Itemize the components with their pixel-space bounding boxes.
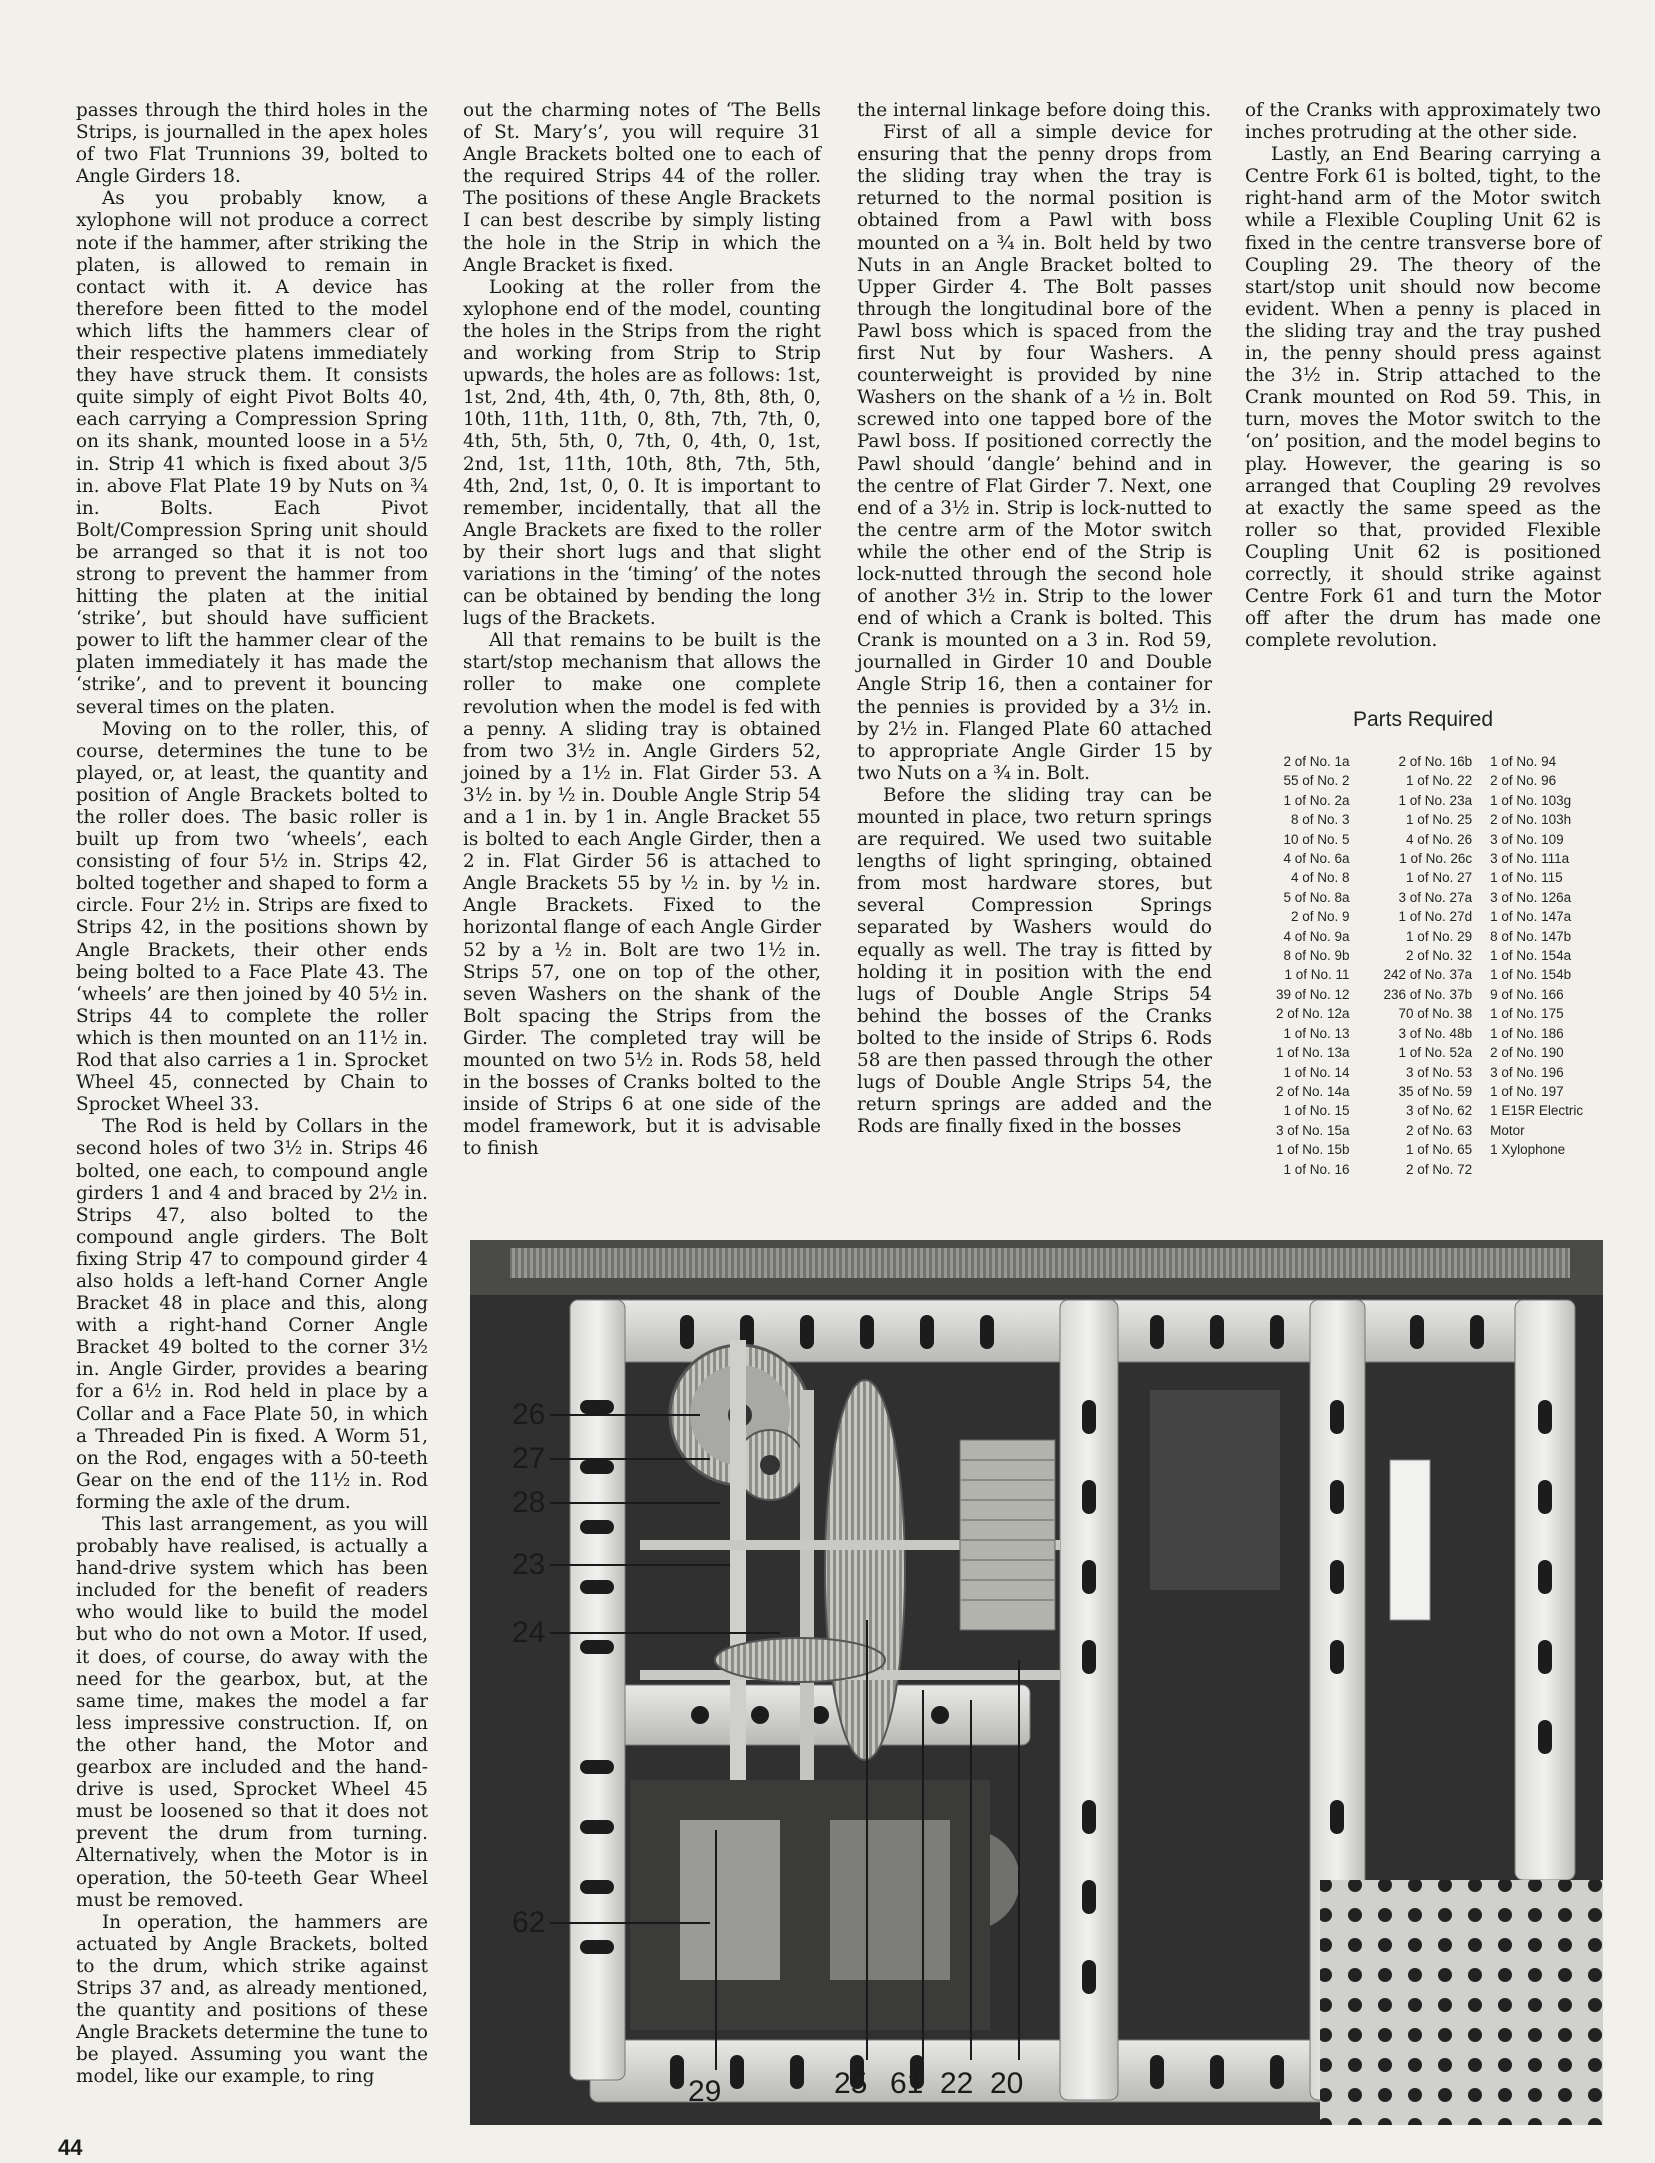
page-number: 44	[58, 2135, 83, 2160]
part-entry: 9 of No. 166	[1490, 986, 1564, 1002]
part-entry: 1 of No. 197	[1490, 1083, 1564, 1099]
callout-24: 24	[512, 1616, 546, 1649]
part-entry: 2 of No. 1a	[1283, 754, 1350, 769]
part-entry: 1 of No. 115	[1490, 870, 1563, 886]
part-entry: 3 of No. 126a	[1490, 889, 1572, 905]
part-entry: 1 of No. 154a	[1490, 948, 1572, 964]
callout-62: 62	[512, 1906, 546, 1939]
part-entry: 1 of No. 22	[1406, 773, 1473, 789]
callout-29-leader	[715, 1830, 717, 2070]
part-entry: 1 of No. 16	[1283, 1161, 1350, 1177]
part-entry: 2 of No. 72	[1406, 1161, 1473, 1177]
col1-paragraph: passes through the third holes in the Strips, is journalled in the apex holes of two Flat Trunnions 39, bolted to Angle Girders 18.	[76, 100, 428, 188]
callout-28-leader	[550, 1502, 720, 1504]
part-entry: 3 of No. 196	[1490, 1064, 1564, 1080]
part-entry: 8 of No. 9b	[1283, 948, 1350, 964]
part-entry: 1 of No. 14	[1283, 1064, 1350, 1080]
part-entry: 3 of No. 27a	[1398, 889, 1473, 905]
callout-22: 22	[940, 2067, 974, 2100]
part-entry: 4 of No. 26	[1406, 831, 1473, 847]
part-entry: 1 of No. 23a	[1398, 792, 1473, 808]
part-entry: 1 of No. 94	[1490, 754, 1557, 769]
callout-27-leader	[550, 1458, 710, 1460]
part-entry: 3 of No. 109	[1490, 831, 1564, 847]
part-entry: 1 of No. 25	[1406, 812, 1473, 828]
part-entry: 1 of No. 15	[1283, 1103, 1350, 1119]
col1-paragraph: The Rod is held by Collars in the second holes of two 3½ in. Strips 46 bolted, one each, to compound angle girders 1 and 4 and braced by 2½ in. Strips 47, also bolted to the compound angle girders. The Bolt fixing Strip 47 to compound girder 4 also holds a left-hand Corner Angle Bracket 48 in place and this, along with a right-hand Corner Angle Bracket 49 bolted to the corner 3½ in. Angle Girder, provides a bearing for a 6½ in. Rod held in place by a Collar and a Face Plate 50, in which a Threaded Pin is fixed. A Worm 51, on the Rod, engages with a 50-teeth Gear on the end of the 11½ in. Rod forming the axle of the drum.	[76, 1116, 428, 1513]
part-entry: 1 of No. 27	[1406, 870, 1473, 886]
col1-paragraph: In operation, the hammers are actuated by Angle Brackets, bolted to the drum, which strike against Strips 37 and, as already mentioned, the quantity and positions of these Angle Brackets determine the tune to be played. Assuming you want the model, like our example, to ring	[76, 1911, 428, 2088]
col1-paragraph: As you probably know, a xylophone will not produce a correct note if the hammer, after striking the platen, is allowed to remain in contact with it. A device has therefore been fitted to the model which lifts the hammers clear of their respective platens immediately they have struck them. It consists quite simply of eight Pivot Bolts 40, each carrying a Compression Spring on its shank, mounted loose in a 5½ in. Strip 41 which is fixed about 3/5 in. above Flat Plate 19 by Nuts on ¾ in. Bolts. Each Pivot Bolt/Compression Spring unit should be arranged so that it is not too strong to prevent the hammer from hitting the platen at the initial ‘strike’, but should have sufficient power to lift the hammer clear of the platen immediately it has made the ‘strike’, and to prevent it bouncing several times on the platen.	[76, 188, 428, 718]
callout-62-leader	[550, 1922, 710, 1924]
part-entry: 8 of No. 147b	[1490, 928, 1572, 944]
callout-26-leader	[550, 1414, 700, 1416]
part-entry: 242 of No. 37a	[1383, 967, 1473, 983]
part-entry: 1 of No. 175	[1490, 1006, 1564, 1022]
part-entry: 3 of No. 111a	[1490, 851, 1570, 867]
mechanism-photograph	[470, 1240, 1603, 2125]
parts-required-title: Parts Required	[1352, 708, 1494, 731]
parts-column-b	[1364, 752, 1483, 1179]
callout-23-leader	[550, 1564, 730, 1566]
part-entry: 2 of No. 190	[1490, 1045, 1564, 1061]
part-entry: 4 of No. 8	[1291, 870, 1350, 886]
part-entry: 55 of No. 2	[1283, 773, 1350, 789]
part-entry: 1 of No. 13	[1283, 1025, 1350, 1041]
part-entry: 1 of No. 2a	[1283, 792, 1350, 808]
callout-27: 27	[512, 1442, 546, 1475]
part-entry: 1 of No. 15b	[1275, 1142, 1350, 1158]
col4-paragraph: Lastly, an End Bearing carrying a Centre Fork 61 is bolted, tight, to the right-hand arm of the Motor switch while a Flexible Coupling Unit 62 is fixed in the centre transverse bore of Coupling 29. The theory of the start/stop unit should now become evident. When a penny is placed in the sliding tray and the tray pushed in, the penny should press against the 3½ in. Strip attached to the Crank mounted on Rod 59. This, in turn, moves the Motor switch to the ‘on’ position, and the model begins to play. However, the gearing is so arranged that Coupling 29 revolves at exactly the same speed as the roller so that, provided Flexible Coupling Unit 62 is positioned correctly, it should strike against Centre Fork 61 and turn the Motor off after the drum has made one complete revolution.	[1245, 144, 1601, 652]
part-entry: 5 of No. 8a	[1283, 889, 1350, 905]
parts-column-c	[1482, 752, 1601, 1179]
part-entry: 1 of No. 65	[1406, 1142, 1473, 1158]
part-entry: 1 E15R Electric	[1490, 1103, 1584, 1119]
col3-paragraph: First of all a simple device for ensuring that the penny drops from the sliding tray when the tray is returned to the normal position is obtained from a Pawl with boss mounted on a ¾ in. Bolt held by two Nuts in an Angle Bracket bolted to Upper Girder 4. The Bolt passes through the longitudinal bore of the Pawl boss which is spaced from the first Nut by four Washers. A counterweight is provided by nine Washers on the shank of a ½ in. Bolt screwed into one tapped bore of the Pawl boss. If positioned correctly the Pawl should ‘dangle’ behind and in the centre of Flat Girder 7. Next, one end of a 3½ in. Strip is lock-nutted to the centre arm of the Motor switch while the other end of the Strip is lock-nutted through the second hole of another 3½ in. Strip to the lower end of which a Crank is bolted. This Crank is mounted on a 3 in. Rod 59, journalled in Girder 10 and Double Angle Strip 16, then a container for the pennies is provided by a 3½ in. by 2½ in. Flanged Plate 60 attached to appropriate Angle Girder 15 by two Nuts on a ¾ in. Bolt.	[857, 122, 1212, 784]
callout-61: 61	[890, 2067, 924, 2100]
text-column-3	[857, 100, 1212, 1138]
part-entry: 4 of No. 6a	[1283, 851, 1350, 867]
col4-paragraph: of the Cranks with approximately two inches protruding at the other side.	[1245, 100, 1601, 144]
part-entry: 2 of No. 96	[1490, 773, 1557, 789]
callout-22-leader	[970, 1700, 972, 2060]
part-entry: 2 of No. 32	[1406, 948, 1473, 964]
col2-paragraph: All that remains to be built is the start/stop mechanism that allows the roller to make one complete revolution when the model is fed with a penny. A sliding tray is obtained from two 3½ in. Angle Girders 52, joined by a 1½ in. Flat Girder 53. A 3½ in. by ½ in. Double Angle Strip 54 and a 1 in. by 1 in. Angle Bracket 55 is bolted to each Angle Girder, then a 2 in. Flat Girder 56 is attached to Angle Brackets 55 by ½ in. by ½ in. Angle Brackets. Fixed to the horizontal flange of each Angle Girder 52 by a ½ in. Bolt are two 1½ in. Strips 57, one on top of the other, seven Washers on the shank of the Bolt spacing the Strips from the Girder. The completed tray will be mounted on two 5½ in. Rods 58, held in the bosses of Cranks bolted to the inside of Strips 6 at one side of the model framework, but it is advisable to finish	[463, 630, 821, 1160]
part-entry: 1 of No. 154b	[1490, 967, 1572, 983]
part-entry: 39 of No. 12	[1275, 986, 1350, 1002]
callout-24-leader	[550, 1632, 780, 1634]
callout-25: 25	[834, 2067, 868, 2100]
part-entry: 1 of No. 27d	[1398, 909, 1473, 925]
parts-required-list	[1245, 752, 1601, 1179]
part-entry: 1 of No. 103g	[1490, 792, 1572, 808]
part-entry: 2 of No. 16b	[1398, 754, 1473, 769]
col3-paragraph: the internal linkage before doing this.	[857, 100, 1212, 121]
callout-25-leader	[866, 1620, 868, 2060]
text-column-2	[463, 100, 821, 1161]
part-entry: Motor	[1490, 1122, 1525, 1138]
part-entry: 2 of No. 9	[1291, 909, 1350, 925]
part-entry: 1 of No. 29	[1406, 928, 1473, 944]
part-entry: 1 of No. 11	[1284, 967, 1350, 983]
col1-paragraph: Moving on to the roller, this, of course, determines the tune to be played, or, at least, the quantity and position of Angle Brackets bolted to the roller does. The basic roller is built up from two ‘wheels’, each consisting of four 5½ in. Strips 42, bolted together and shaped to form a circle. Four 2½ in. Strips are fixed to Strips 42, in the positions shown by Angle Brackets, their other ends being bolted to a Face Plate 43. The ‘wheels’ are then joined by 40 5½ in. Strips 44 to complete the roller which is then mounted on an 11½ in. Rod that also carries a 1 in. Sprocket Wheel 45, connected by Chain to Sprocket Wheel 33.	[76, 718, 428, 1116]
part-entry: 3 of No. 48b	[1398, 1025, 1473, 1041]
callout-20: 20	[990, 2067, 1024, 2100]
part-entry: 8 of No. 3	[1291, 812, 1350, 828]
part-entry: 3 of No. 53	[1406, 1064, 1473, 1080]
part-entry: 3 of No. 15a	[1275, 1122, 1350, 1138]
text-column-4	[1245, 100, 1601, 652]
callout-28: 28	[512, 1486, 546, 1519]
part-entry: 4 of No. 9a	[1283, 928, 1350, 944]
col3-paragraph: Before the sliding tray can be mounted in place, two return springs are required. We used two suitable lengths of light springing, obtained from most hardware stores, but several Compression Springs separated by Washers would do equally as well. The tray is fitted by holding it in position with the end lugs of Double Angle Strips 54 behind the bosses of the Cranks bolted to the inside of Strips 6. Rods 58 are then passed through the other lugs of Double Angle Strips 54, the return springs are added and the Rods are finally fixed in the bosses	[857, 784, 1212, 1138]
callout-20-leader	[1018, 1660, 1020, 2060]
part-entry: 1 of No. 52a	[1398, 1045, 1473, 1061]
callout-29: 29	[688, 2075, 722, 2108]
part-entry: 35 of No. 59	[1398, 1083, 1473, 1099]
part-entry: 236 of No. 37b	[1383, 986, 1473, 1002]
part-entry: 70 of No. 38	[1398, 1006, 1473, 1022]
part-entry: 1 Xylophone	[1490, 1142, 1566, 1158]
part-entry: 2 of No. 103h	[1490, 812, 1572, 828]
part-entry: 2 of No. 12a	[1275, 1006, 1350, 1022]
part-entry: 1 of No. 13a	[1275, 1045, 1350, 1061]
col2-paragraph: out the charming notes of ‘The Bells of St. Mary’s’, you will require 31 Angle Brackets bolted one to each of the required Strips 44 of the roller. The positions of these Angle Brackets I can best describe by simply listing the hole in the Strip in which the Angle Bracket is fixed.	[463, 100, 821, 276]
callout-26: 26	[512, 1398, 546, 1431]
parts-column-a	[1245, 752, 1364, 1179]
callout-23: 23	[512, 1548, 546, 1581]
part-entry: 1 of No. 26c	[1399, 851, 1473, 867]
part-entry: 1 of No. 147a	[1490, 909, 1572, 925]
text-column-1	[76, 100, 428, 2088]
part-entry: 1 of No. 186	[1490, 1025, 1564, 1041]
col1-paragraph: This last arrangement, as you will probably have realised, is actually a hand-drive system which has been included for the benefit of readers who would like to build the model but who do not own a Motor. If used, it does, of course, do away with the need for the gearbox, but, at the same time, makes the model a far less impressive construction. If, on the other hand, the Motor and gearbox are included and the hand-drive is used, Sprocket Wheel 45 must be loosened so that it does not prevent the drum from turning. Alternatively, when the Motor is in operation, the 50-teeth Gear Wheel must be removed.	[76, 1514, 428, 1911]
part-entry: 3 of No. 62	[1406, 1103, 1473, 1119]
part-entry: 10 of No. 5	[1283, 831, 1350, 847]
callout-61-leader	[922, 1690, 924, 2060]
part-entry: 2 of No. 63	[1406, 1122, 1473, 1138]
col2-paragraph: Looking at the roller from the xylophone end of the model, counting the holes in the Strips from the right and working from Strip to Strip upwards, the holes are as follows: 1st, 1st, 2nd, 4th, 4th, 0, 7th, 8th, 8th, 0, 10th, 11th, 11th, 0, 8th, 7th, 7th, 0, 4th, 5th, 5th, 0, 7th, 0, 4th, 0, 1st, 2nd, 1st, 11th, 10th, 8th, 7th, 5th, 4th, 2nd, 1st, 0, 0. It is important to remember, incidentally, that all the Angle Brackets are fixed to the roller by their short lugs and that slight variations in the ‘timing’ of the notes can be obtained by bending the long lugs of the Brackets.	[463, 276, 821, 630]
part-entry: 2 of No. 14a	[1275, 1083, 1350, 1099]
